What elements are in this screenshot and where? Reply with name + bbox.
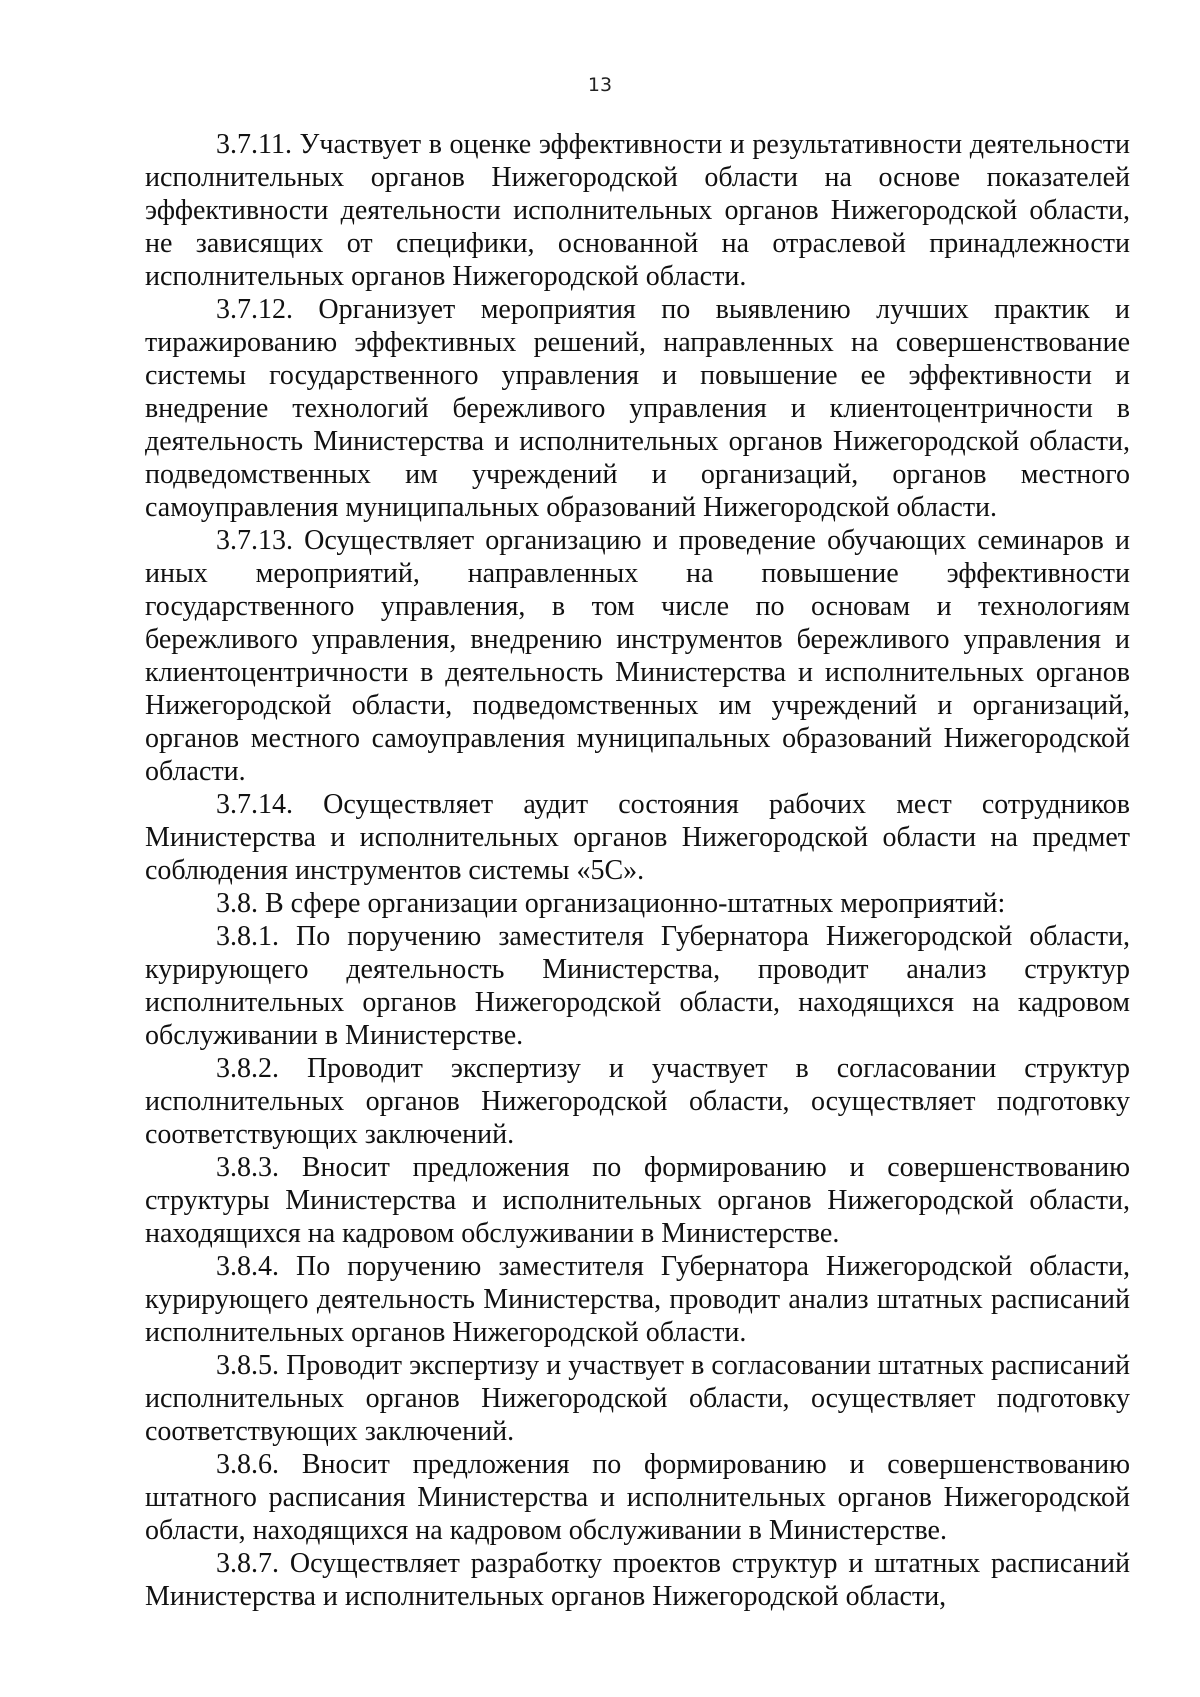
paragraph-3-7-14: 3.7.14. Осуществляет аудит состояния рабочих мест сотрудников Министерства и исполнительных органов Нижегородской области на предмет соблюдения инструментов системы «5С».	[145, 789, 1130, 886]
page-number: 13	[587, 74, 613, 96]
paragraph-3-8-1: 3.8.1. По поручению заместителя Губернатора Нижегородской области, курирующего деятельность Министерства, проводит анализ структур исполнительных органов Нижегородской области, находящихся на кадровом обслуживании в Министерстве.	[145, 921, 1130, 1051]
paragraph-3-8-6: 3.8.6. Вносит предложения по формированию и совершенствованию штатного расписания Министерства и исполнительных органов Нижегородской области, находящихся на кадровом обслуживании в Министерстве.	[145, 1449, 1130, 1546]
paragraph-3-7-12: 3.7.12. Организует мероприятия по выявлению лучших практик и тиражированию эффективных решений, направленных на совершенствование системы государственного управления и повышение ее эффективности и внедрение технологий бережливого управления и клиентоцентричности в деятельность Министерства и исполнительных органов Нижегородской области, подведомственных им учреждений и организаций, органов местного самоуправления муниципальных образований Нижегородской области.	[145, 294, 1130, 523]
paragraph-3-8-2: 3.8.2. Проводит экспертизу и участвует в согласовании структур исполнительных органов Нижегородской области, осуществляет подготовку соответствующих заключений.	[145, 1053, 1130, 1150]
paragraph-3-8-3: 3.8.3. Вносит предложения по формированию и совершенствованию структуры Министерства и исполнительных органов Нижегородской области, находящихся на кадровом обслуживании в Министерстве.	[145, 1152, 1130, 1249]
paragraph-3-7-11: 3.7.11. Участвует в оценке эффективности и результативности деятельности исполнительных органов Нижегородской области на основе показателей эффективности деятельности исполнительных органов Нижегородской области, не зависящих от специфики, основанной на отраслевой принадлежности исполнительных органов Нижегородской области.	[145, 129, 1130, 292]
paragraph-3-8-4: 3.8.4. По поручению заместителя Губернатора Нижегородской области, курирующего деятельность Министерства, проводит анализ штатных расписаний исполнительных органов Нижегородской области.	[145, 1251, 1130, 1348]
document-body	[145, 128, 1130, 1613]
paragraph-3-8: 3.8. В сфере организации организационно-штатных мероприятий:	[216, 888, 1006, 919]
paragraph-3-8-7: 3.8.7. Осуществляет разработку проектов структур и штатных расписаний Министерства и исполнительных органов Нижегородской области,	[145, 1548, 1130, 1612]
paragraph-3-7-13: 3.7.13. Осуществляет организацию и проведение обучающих семинаров и иных мероприятий, направленных на повышение эффективности государственного управления, в том числе по основам и технологиям бережливого управления, внедрению инструментов бережливого управления и клиентоцентричности в деятельность Министерства и исполнительных органов Нижегородской области, подведомственных им учреждений и организаций, органов местного самоуправления муниципальных образований Нижегородской области.	[145, 525, 1130, 787]
paragraph-3-8-5: 3.8.5. Проводит экспертизу и участвует в согласовании штатных расписаний исполнительных органов Нижегородской области, осуществляет подготовку соответствующих заключений.	[145, 1350, 1130, 1447]
